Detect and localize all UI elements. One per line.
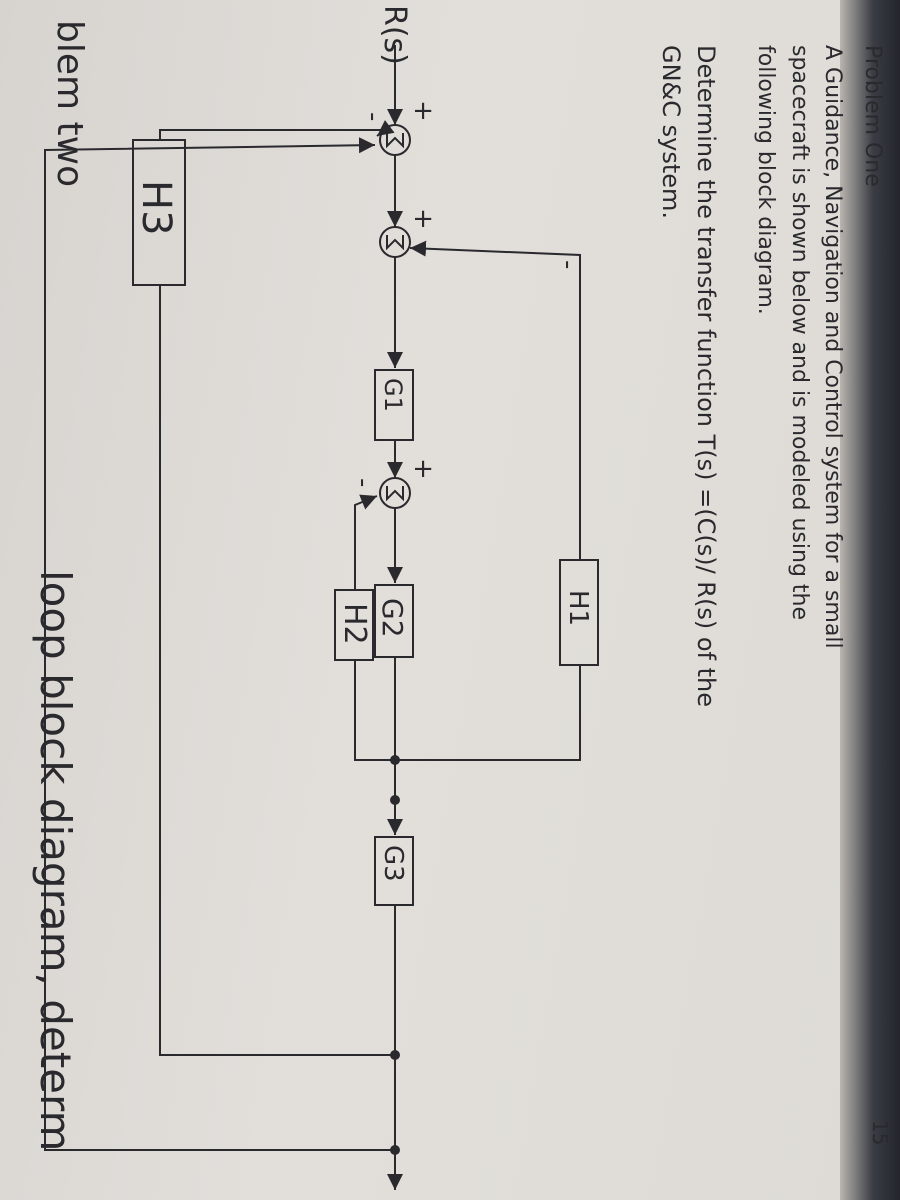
next-problem-text: loop block diagram, determ [31,570,80,1152]
h3-feedback-line [160,285,395,1055]
h1-feedback-line [395,665,580,760]
summing-junction-2 [380,227,410,257]
sigma-symbol [387,486,403,499]
h1-label: H1 [563,590,593,627]
h2-label: H2 [337,603,372,645]
pickoff-point [390,1050,400,1060]
question-line: GN&C system. [657,45,685,220]
paragraph-line: spacecraft is shown below and is modeled using the [787,45,812,621]
g2-label: G2 [376,598,409,638]
sum1-plus-sign: + [408,100,438,122]
sum2-plus-sign: + [408,208,438,230]
sigma-symbol [387,235,403,248]
h3-feedback-line [160,130,385,140]
sigma-symbol [387,133,403,146]
unity-feedback-line [45,145,395,1150]
paragraph-line: following block diagram. [753,45,778,315]
question-line: Determine the transfer function T(s) =(C(s)/ R(s) of the [692,45,720,707]
h2-feedback-line [355,496,377,590]
h3-label: H3 [133,180,179,236]
summing-junction-3 [380,478,410,508]
sum3-minus-sign: - [348,478,378,488]
sum1-minus-sign: - [358,112,388,122]
g3-label: G3 [378,845,408,882]
pickoff-point [390,1145,400,1155]
h1-feedback-line [410,248,580,560]
paragraph-line: A Guidance, Navigation and Control system for a small [820,45,845,649]
sum3-plus-sign: + [408,458,438,480]
pickoff-point [390,755,400,765]
sum2-minus-sign: - [553,260,583,270]
h2-feedback-line [355,660,395,760]
pickoff-point [390,795,400,805]
problem-heading: Problem One [860,45,885,187]
page-number: 15 [868,1120,892,1146]
next-problem-heading: blem two [49,20,90,188]
input-label: R(s) [377,5,412,65]
g1-label: G1 [379,378,407,412]
